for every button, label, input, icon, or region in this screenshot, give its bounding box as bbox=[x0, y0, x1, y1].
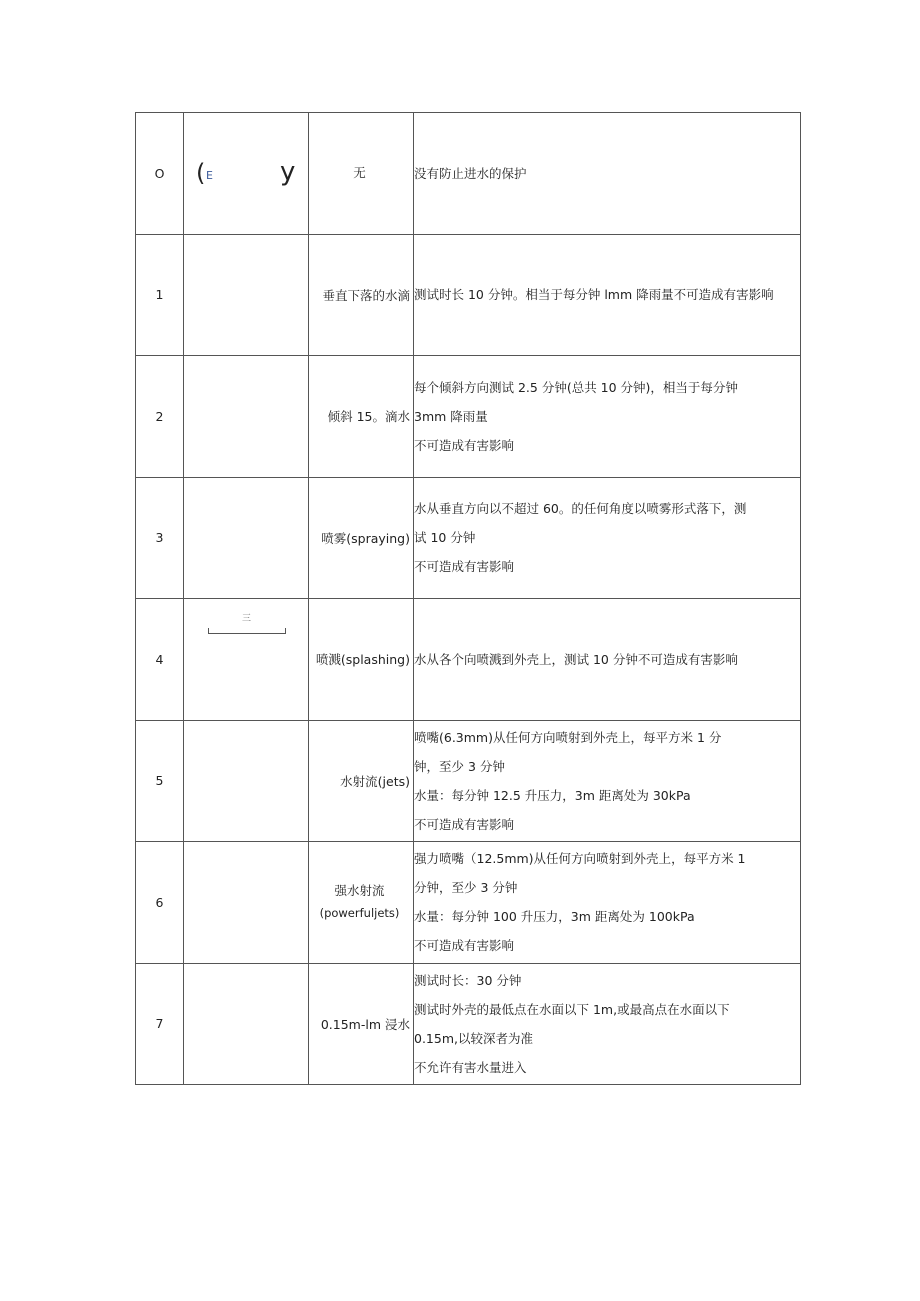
table-row bbox=[136, 720, 801, 842]
desc-line: 每个倾斜方向测试 2.5 分钟(总共 10 分钟)，相当于每分钟 bbox=[414, 379, 738, 395]
protection-name: 倾斜 15。滴水 bbox=[327, 409, 410, 425]
name-cell bbox=[309, 477, 414, 599]
desc-cell bbox=[414, 113, 801, 235]
table-row bbox=[136, 113, 801, 235]
symbol-tail: y bbox=[280, 157, 296, 187]
name-cell bbox=[309, 720, 414, 842]
symbol-paren: ( bbox=[196, 159, 206, 187]
desc-line: 不可造成有害影响 bbox=[414, 437, 515, 453]
protection-name: 垂直下落的水滴 bbox=[322, 287, 410, 303]
desc-line: 强力喷嘴（12.5mm)从任何方向喷射到外壳上，每平方米 1 bbox=[414, 851, 746, 867]
protection-name-en: (powerfuljets) bbox=[319, 906, 400, 921]
name-cell bbox=[309, 113, 414, 235]
desc-line: 0.15m,以较深者为准 bbox=[414, 1030, 533, 1046]
desc-cell bbox=[414, 720, 801, 842]
desc-line: 水从垂直方向以不超过 60。的任何角度以喷雾形式落下，测 bbox=[414, 501, 747, 517]
symbol-cell bbox=[184, 963, 309, 1085]
desc-line: 测试时长：30 分钟 bbox=[414, 972, 522, 988]
desc-line: 钟，至少 3 分钟 bbox=[414, 758, 505, 774]
table-row bbox=[136, 842, 801, 964]
table-row bbox=[136, 477, 801, 599]
protection-name: 无 bbox=[353, 165, 366, 181]
name-cell bbox=[309, 599, 414, 721]
desc-line: 不可造成有害影响 bbox=[414, 559, 515, 575]
level-number: 4 bbox=[155, 651, 164, 667]
desc-line: 水从各个向喷溅到外壳上，测试 10 分钟不可造成有害影响 bbox=[414, 651, 738, 667]
symbol-mark: 三 bbox=[242, 614, 252, 624]
splash-bracket-icon bbox=[208, 628, 286, 634]
name-cell bbox=[309, 234, 414, 356]
table-row bbox=[136, 356, 801, 478]
level-cell bbox=[136, 113, 184, 235]
level-cell bbox=[136, 720, 184, 842]
level-number: 1 bbox=[155, 287, 164, 303]
desc-line: 不可造成有害影响 bbox=[414, 816, 515, 832]
symbol-cell bbox=[184, 720, 309, 842]
symbol-cell bbox=[184, 113, 309, 235]
desc-line: 水量：每分钟 12.5 升压力，3m 距离处为 30kPa bbox=[414, 787, 691, 803]
protection-name: 喷雾(spraying) bbox=[321, 530, 410, 546]
desc-line: 不可造成有害影响 bbox=[414, 938, 515, 954]
desc-line: 测试时外壳的最低点在水面以下 1m,或最高点在水面以下 bbox=[414, 1001, 730, 1017]
desc-line: 试 10 分钟 bbox=[414, 530, 476, 546]
desc-cell bbox=[414, 599, 801, 721]
desc-line: 没有防止进水的保护 bbox=[414, 165, 527, 181]
level-cell bbox=[136, 963, 184, 1085]
name-cell bbox=[309, 356, 414, 478]
protection-name: 强水射流 bbox=[334, 883, 385, 899]
level-cell bbox=[136, 356, 184, 478]
protection-name: 水射流(jets) bbox=[340, 773, 410, 789]
level-cell bbox=[136, 599, 184, 721]
desc-line: 不允许有害水量进入 bbox=[414, 1059, 527, 1075]
name-cell bbox=[309, 842, 414, 964]
level-number: 6 bbox=[155, 894, 164, 910]
desc-cell bbox=[414, 477, 801, 599]
symbol-cell bbox=[184, 234, 309, 356]
name-cell bbox=[309, 963, 414, 1085]
desc-line: 水量：每分钟 100 升压力，3m 距离处为 100kPa bbox=[414, 909, 695, 925]
desc-cell bbox=[414, 234, 801, 356]
desc-cell bbox=[414, 356, 801, 478]
desc-line: 测试时长 10 分钟。相当于每分钟 lmm 降雨量不可造成有害影响 bbox=[414, 287, 774, 303]
symbol-cell bbox=[184, 356, 309, 478]
level-number: 7 bbox=[155, 1016, 164, 1032]
level-number: 2 bbox=[155, 408, 164, 424]
level-cell bbox=[136, 234, 184, 356]
table-row bbox=[136, 963, 801, 1085]
level-number: O bbox=[154, 165, 165, 181]
table-row bbox=[136, 234, 801, 356]
symbol-cell bbox=[184, 842, 309, 964]
symbol-cell bbox=[184, 477, 309, 599]
symbol-letter: E bbox=[206, 169, 213, 182]
desc-line: 喷嘴(6.3mm)从任何方向喷射到外壳上，每平方米 1 分 bbox=[414, 729, 722, 745]
desc-line: 3mm 降雨量 bbox=[414, 408, 488, 424]
level-number: 3 bbox=[155, 530, 164, 546]
level-cell bbox=[136, 477, 184, 599]
desc-cell bbox=[414, 963, 801, 1085]
desc-line: 分钟，至少 3 分钟 bbox=[414, 880, 518, 896]
protection-name: 喷溅(splashing) bbox=[315, 652, 410, 668]
table-row bbox=[136, 599, 801, 721]
ip-water-rating-table bbox=[135, 112, 801, 1085]
protection-name: 0.15m-lm 浸水 bbox=[320, 1016, 410, 1032]
level-cell bbox=[136, 842, 184, 964]
desc-cell bbox=[414, 842, 801, 964]
level-number: 5 bbox=[155, 773, 164, 789]
symbol-cell bbox=[184, 599, 309, 721]
